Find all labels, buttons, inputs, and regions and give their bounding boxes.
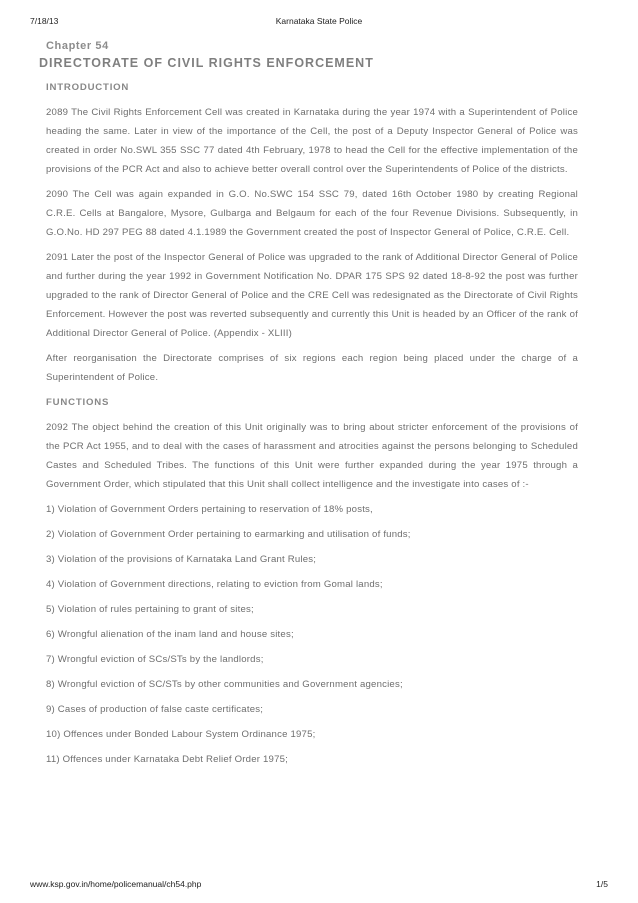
list-item: 4) Violation of Government directions, relating to eviction from Gomal lands;: [46, 579, 383, 590]
print-site-title: Karnataka State Police: [275, 16, 363, 26]
print-url: www.ksp.gov.in/home/policemanual/ch54.php: [30, 879, 202, 889]
list-item: 2) Violation of Government Order pertaining to earmarking and utilisation of funds;: [46, 529, 411, 540]
list-item: 9) Cases of production of false caste certificates;: [46, 704, 264, 715]
list-item: 7) Wrongful eviction of SCs/STs by the landlords;: [46, 654, 264, 665]
list-item: 3) Violation of the provisions of Karnataka Land Grant Rules;: [46, 554, 317, 565]
functions-list: [46, 500, 578, 769]
chapter-title: DIRECTORATE OF CIVIL RIGHTS ENFORCEMENT: [39, 56, 374, 70]
paragraph-2090: 2090 The Cell was again expanded in G.O. No.SWC 154 SSC 79, dated 16th October 1980 by creating Regional C.R.E. Cells at Bangalore, Mysore, Gulbarga and Belgaum for each of the four Revenue Divisions. Subsequently, in G.O.No. HD 297 PEG 88 dated 4.1.1989 the Government created the post of Inspector General of Police, C.R.E. Cell.: [46, 189, 578, 238]
list-item: 1) Violation of Government Orders pertaining to reservation of 18% posts,: [46, 504, 373, 515]
list-item: 11) Offences under Karnataka Debt Relief Order 1975;: [46, 754, 289, 765]
list-item: 8) Wrongful eviction of SC/STs by other communities and Government agencies;: [46, 679, 403, 690]
introduction-heading: INTRODUCTION: [46, 82, 130, 93]
paragraph-2091: 2091 Later the post of the Inspector General of Police was upgraded to the rank of Additional Director General of Police and further during the year 1992 in Government Notification No. DPAR 175 SPS 92 dated 18-8-92 the post was further upgraded to the rank of Director General of Police and the CRE Cell was redesignated as the Directorate of Civil Rights Enforcement. However the post was reverted subsequently and currently this Unit is headed by an Officer of the rank of Additional Director General of Police. (Appendix - XLIII): [46, 252, 578, 339]
chapter-number: Chapter 54: [46, 40, 109, 52]
print-footer: [30, 879, 608, 891]
list-item: 6) Wrongful alienation of the inam land and house sites;: [46, 629, 294, 640]
paragraph-2092: 2092 The object behind the creation of this Unit originally was to bring about stricter enforcement of the provisions of the PCR Act 1955, and to deal with the cases of harassment and atrocities against the persons belonging to Scheduled Castes and Scheduled Tribes. The functions of this Unit were further expanded during the year 1975 through a Government Order, which stipulated that this Unit shall collect intelligence and the investigate into cases of :-: [46, 422, 578, 490]
print-header: [30, 16, 608, 28]
page-number: 1/5: [596, 879, 608, 889]
paragraph-reorganisation: After reorganisation the Directorate comprises of six regions each region being placed under the charge of a Superintendent of Police.: [46, 353, 578, 383]
document-body: [46, 78, 578, 775]
paragraph-2089: 2089 The Civil Rights Enforcement Cell was created in Karnataka during the year 1974 with a Superintendent of Police heading the same. Later in view of the importance of the Cell, the post of a Deputy Inspector General of Police was created in order No.SWL 355 SSC 77 dated 4th February, 1978 to head the Cell for the effective implementation of the provisions of the PCR Act and also to achieve better overall control over the Superintendents of Police of the districts.: [46, 107, 578, 175]
list-item: 10) Offences under Bonded Labour System Ordinance 1975;: [46, 729, 316, 740]
print-date: 7/18/13: [30, 16, 59, 26]
list-item: 5) Violation of rules pertaining to grant of sites;: [46, 604, 254, 615]
functions-heading: FUNCTIONS: [46, 397, 110, 408]
